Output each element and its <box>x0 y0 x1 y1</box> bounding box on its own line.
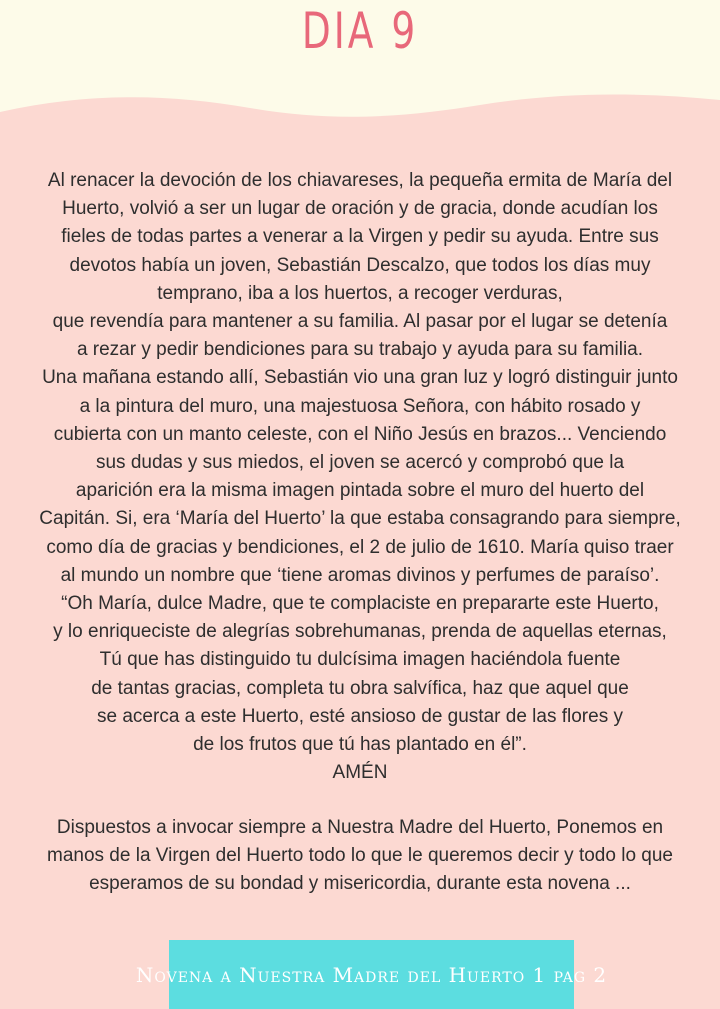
footer-banner <box>135 940 608 1009</box>
body-line: Huerto, volvió a ser un lugar de oración y de gracia, donde acudían los <box>62 198 658 220</box>
body-paragraph <box>12 167 708 787</box>
body-line: Una mañana estando allí, Sebastián vio una gran luz y logró distinguir junto <box>42 367 678 389</box>
prayer-line: “Oh María, dulce Madre, que te complaciste en prepararte este Huerto, <box>61 593 659 615</box>
amen-line: AMÉN <box>332 762 388 784</box>
body-line: al mundo un nombre que ‘tiene aromas divinos y perfumes de paraíso’. <box>60 564 660 586</box>
closing-line: esperamos de su bondad y misericordia, durante esta novena ... <box>89 873 631 895</box>
body-line: aparición era la misma imagen pintada sobre el muro del huerto del <box>75 480 645 502</box>
footer-label: Novena a Nuestra Madre del Huerto 1 pag 2 <box>135 962 608 987</box>
closing-line: Dispuestos a invocar siempre a Nuestra Madre del Huerto, Ponemos en <box>56 817 664 838</box>
body-line: que revendía para mantener a su familia. Al pasar por el lugar se detenía <box>52 311 668 333</box>
closing-line: manos de la Virgen del Huerto todo lo que le queremos decir y todo lo que <box>47 845 673 867</box>
prayer-line: se acerca a este Huerto, esté ansioso de gustar de las flores y <box>97 705 623 727</box>
body-line: Capitán. Si, era ‘María del Huerto’ la que estaba consagrando para siempre, <box>39 508 681 530</box>
prayer-line: y lo enriqueciste de alegrías sobrehumanas, prenda de aquellas eternas, <box>53 621 667 643</box>
body-line: devotos había un joven, Sebastián Descalzo, que todos los días muy <box>69 254 651 276</box>
body-line: cubierta con un manto celeste, con el Niño Jesús en brazos... Venciendo <box>53 423 667 445</box>
body-line: sus dudas y sus miedos, el joven se acercó y comprobó que la <box>95 452 625 474</box>
page-title: DIA 9 <box>301 2 419 60</box>
body-line: temprano, iba a los huertos, a recoger verduras, <box>157 282 563 304</box>
prayer-line: de los frutos que tú has plantado en él”. <box>193 734 527 756</box>
body-line: a rezar y pedir bendiciones para su trabajo y ayuda para su familia. <box>76 339 644 361</box>
body-line: a la pintura del muro, una majestuosa Señora, con hábito rosado y <box>79 395 641 417</box>
body-line: Al renacer la devoción de los chiavareses, la pequeña ermita de María del <box>47 170 673 191</box>
prayer-line: Tú que has distinguido tu dulcísima imagen haciéndola fuente <box>99 649 621 671</box>
body-line: fieles de todas partes a venerar a la Virgen y pedir su ayuda. Entre sus <box>61 226 659 248</box>
closing-paragraph <box>12 814 708 899</box>
body-line: como día de gracias y bendiciones, el 2 de julio de 1610. María quiso traer <box>46 536 674 558</box>
prayer-line: de tantas gracias, completa tu obra salvífica, haz que aquel que <box>91 677 629 699</box>
